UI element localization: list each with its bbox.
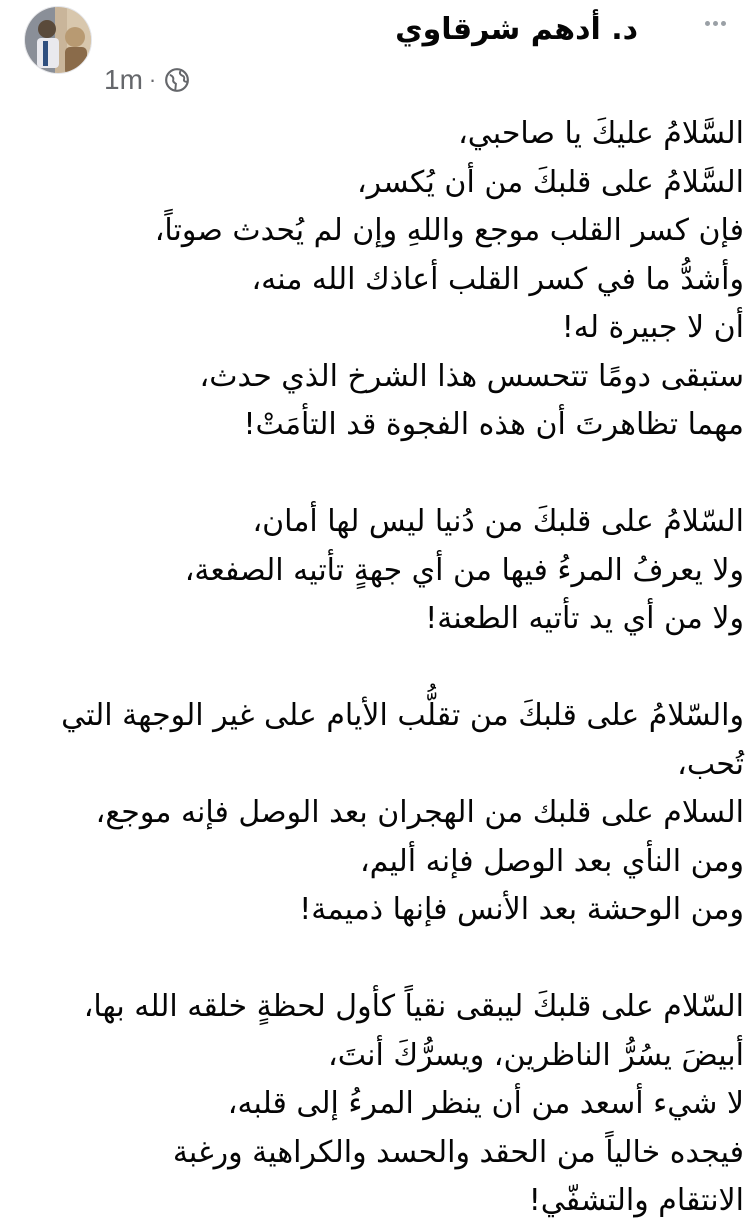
- meta-separator: ·: [148, 67, 157, 92]
- post-line: وأشدُّ ما في كسر القلب أعاذك الله منه،: [251, 261, 744, 297]
- more-options-icon-dot: [713, 21, 718, 26]
- post-line: ولا من أي يد تأتيه الطعنة!: [425, 601, 744, 636]
- post-line: ومن النأي بعد الوصل فإنه أليم،: [359, 843, 744, 879]
- paragraph-break: [10, 935, 744, 984]
- post-line: السلام على قلبك من الهجران بعد الوصل فإنه موجع،: [95, 795, 744, 830]
- post-line: السَّلامُ على قلبكَ من أن يُكسر،: [356, 164, 744, 200]
- post-line: والسّلامُ على قلبكَ من تقلُّب الأيام على غير الوجهة التي: [61, 698, 744, 733]
- post-line: فيجده خالياً من الحقد والحسد والكراهية ورغبة: [172, 1134, 744, 1170]
- post-line: ومن الوحشة بعد الأنس فإنها ذميمة!: [299, 892, 744, 927]
- more-options-button[interactable]: [700, 8, 730, 38]
- post-line: مهما تظاهرتَ أن هذه الفجوة قد التأمَتْ!: [243, 407, 744, 442]
- author-name[interactable]: د. أدهم شرقاوي: [395, 12, 638, 47]
- post-line: السَّلامُ عليكَ يا صاحبي،: [458, 116, 744, 151]
- post-line: ستبقى دومًا تتحسس هذا الشرخ الذي حدث،: [199, 358, 744, 394]
- globe-icon[interactable]: [164, 67, 190, 93]
- post-line: السّلامُ على قلبكَ من دُنيا ليس لها أمان،: [252, 504, 744, 539]
- post-meta: [104, 60, 190, 100]
- paragraph-break: [10, 450, 744, 499]
- post-line: تُحب،: [677, 746, 744, 782]
- avatar-image: [25, 7, 92, 74]
- post-line: فإن كسر القلب موجع واللهِ وإن لم يُحدث صوتاً،: [154, 213, 744, 248]
- more-options-icon: [705, 21, 710, 26]
- paragraph-break: [10, 644, 744, 693]
- more-options-icon-dot: [721, 21, 726, 26]
- post-line: أن لا جبيرة له!: [561, 310, 744, 345]
- post-header: [0, 0, 750, 110]
- avatar[interactable]: [24, 6, 92, 74]
- post-line: لا شيء أسعد من أن ينظر المرءُ إلى قلبه،: [227, 1086, 744, 1121]
- post-line: الانتقام والتشفّي!: [528, 1183, 744, 1218]
- post-line: السّلام على قلبكَ ليبقى نقياً كأول لحظةٍ خلقه الله بها،: [83, 989, 744, 1024]
- post-line: أبيضَ يسُرُّ الناظرين، ويسرُّكَ أنتَ،: [328, 1037, 744, 1073]
- post-timestamp[interactable]: 1m: [104, 64, 143, 95]
- post-body: [10, 110, 744, 1226]
- post-line: ولا يعرفُ المرءُ فيها من أي جهةٍ تأتيه الصفعة،: [184, 552, 744, 588]
